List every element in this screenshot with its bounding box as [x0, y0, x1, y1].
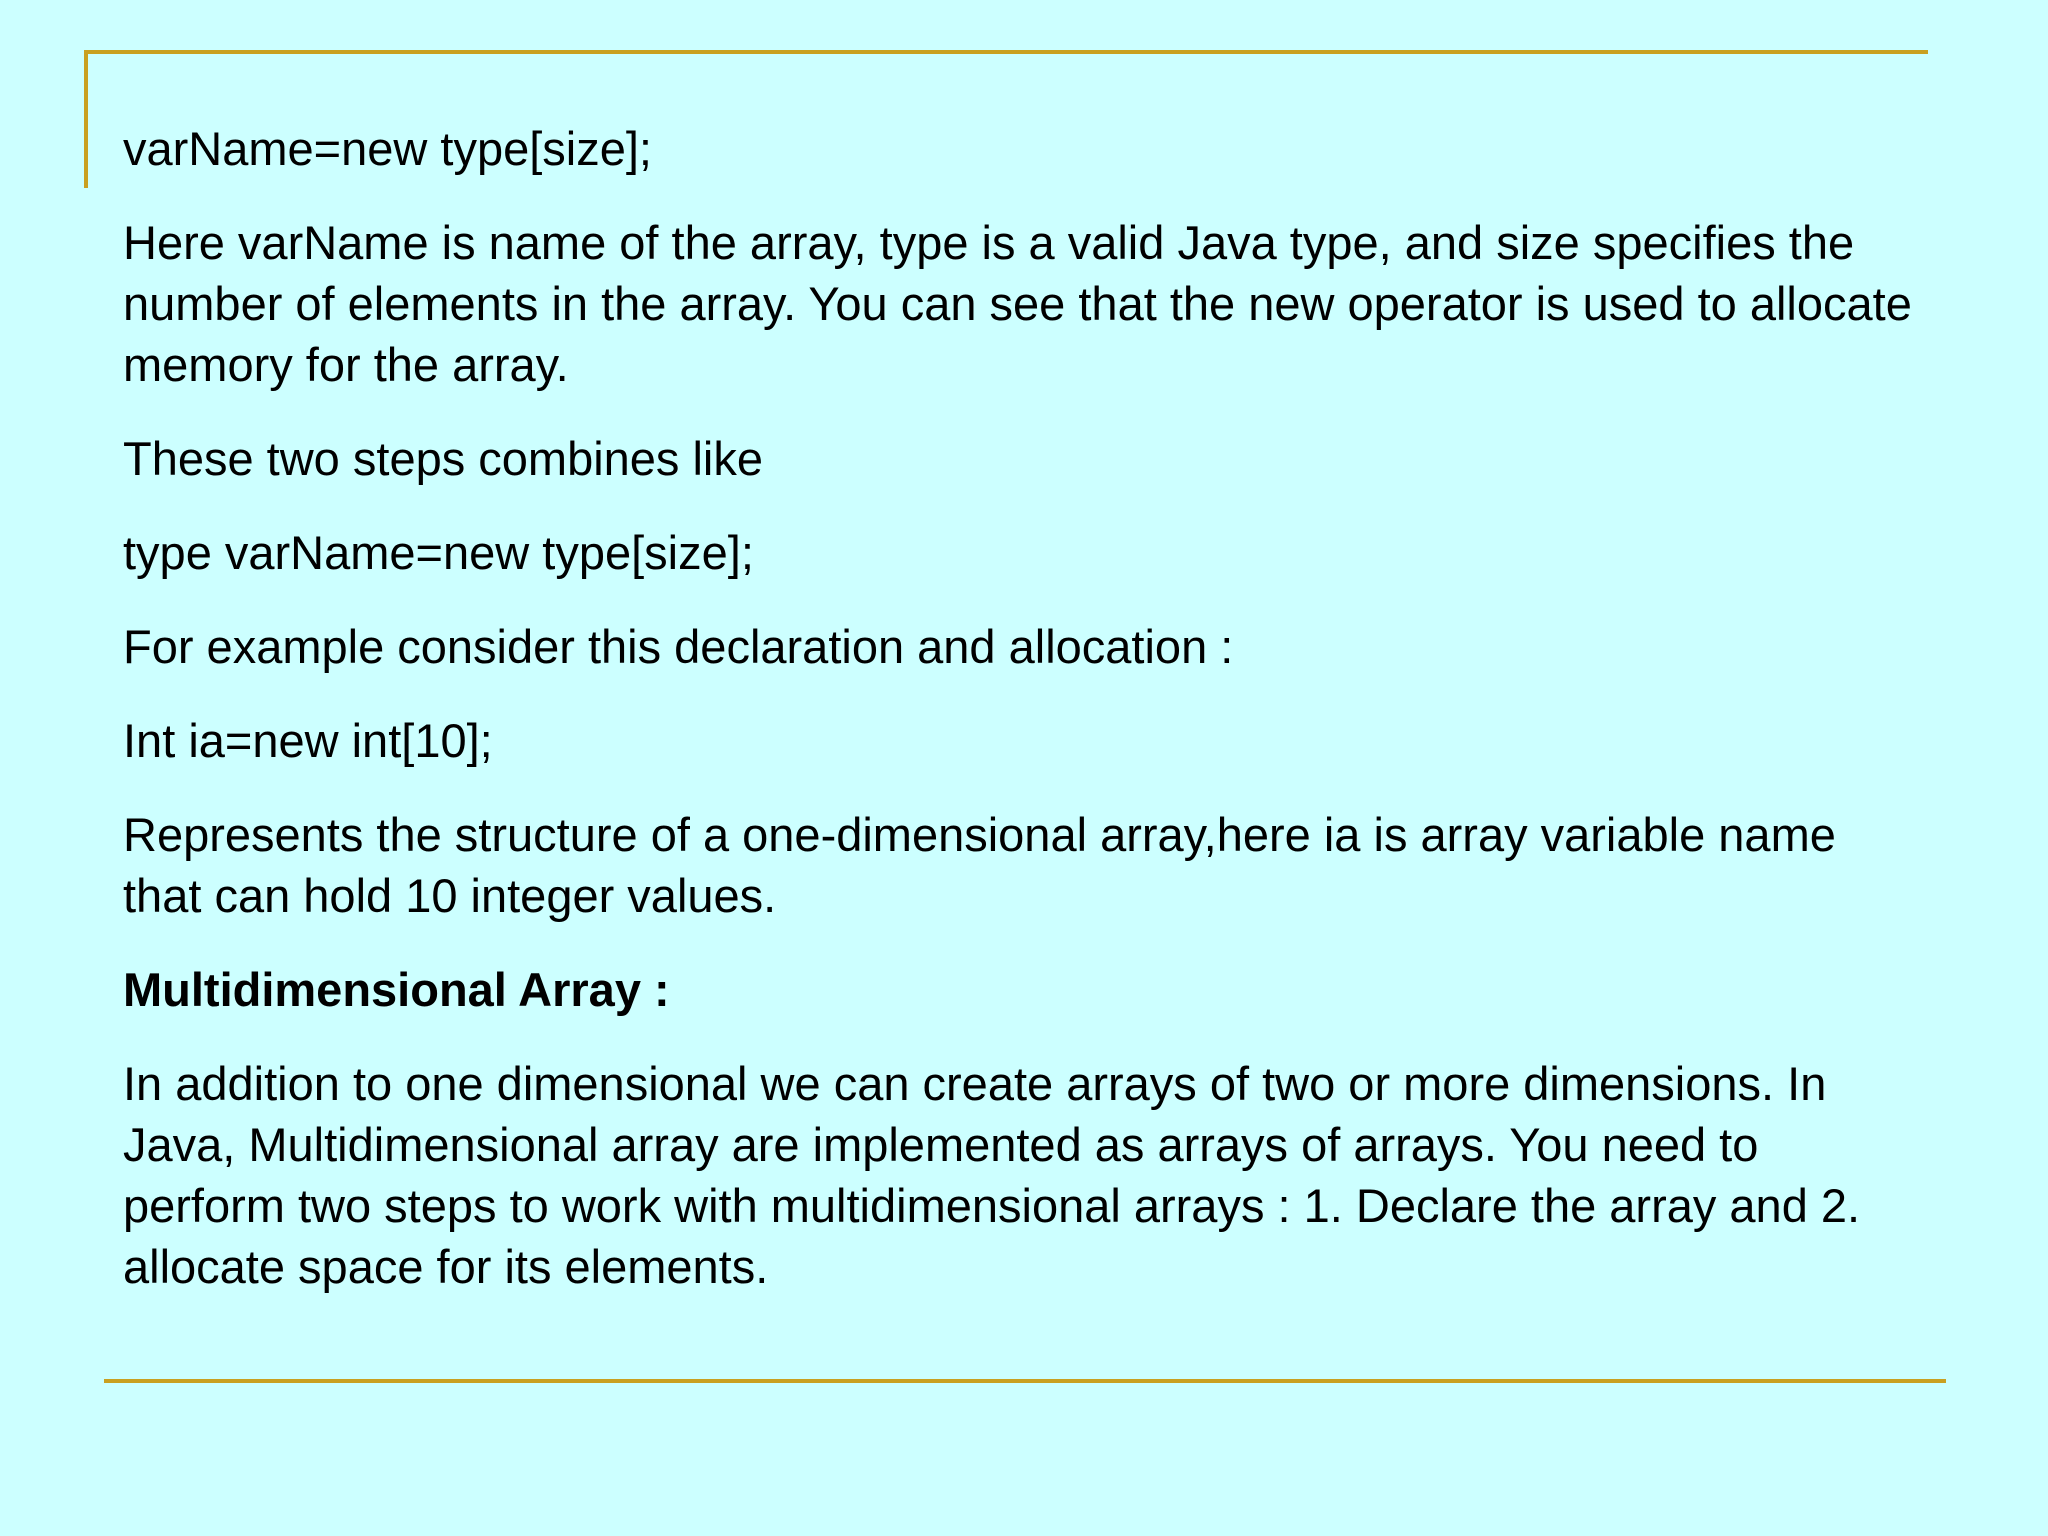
bottom-divider: [104, 1379, 1946, 1383]
section-heading-multidimensional: Multidimensional Array :: [123, 963, 670, 1016]
left-accent-bar: [84, 50, 88, 188]
paragraph-structure: Represents the structure of a one-dimensional array,here ia is array variable name that can hold 10 integer values.: [123, 808, 1836, 922]
slide-body: [123, 118, 1923, 1330]
top-divider: [84, 50, 1928, 54]
paragraph-example-intro: For example consider this declaration and allocation :: [123, 620, 1234, 673]
paragraph-explanation: Here varName is name of the array, type is a valid Java type, and size specifies the number of elements in the array. You can see that the new operator is used to allocate memory for the array.: [123, 216, 1912, 391]
paragraph-multidimensional: In addition to one dimensional we can create arrays of two or more dimensions. In Java, Multidimensional array are implemented as arrays of arrays. You need to perform two steps to work with multidimensional arrays : 1. Declare the array and 2. allocate space for its elements.: [123, 1057, 1861, 1293]
code-line-allocation: varName=new type[size];: [123, 122, 652, 175]
code-line-combined: type varName=new type[size];: [123, 526, 754, 579]
paragraph-combine-steps: These two steps combines like: [123, 432, 764, 485]
code-line-example: Int ia=new int[10];: [123, 714, 493, 767]
